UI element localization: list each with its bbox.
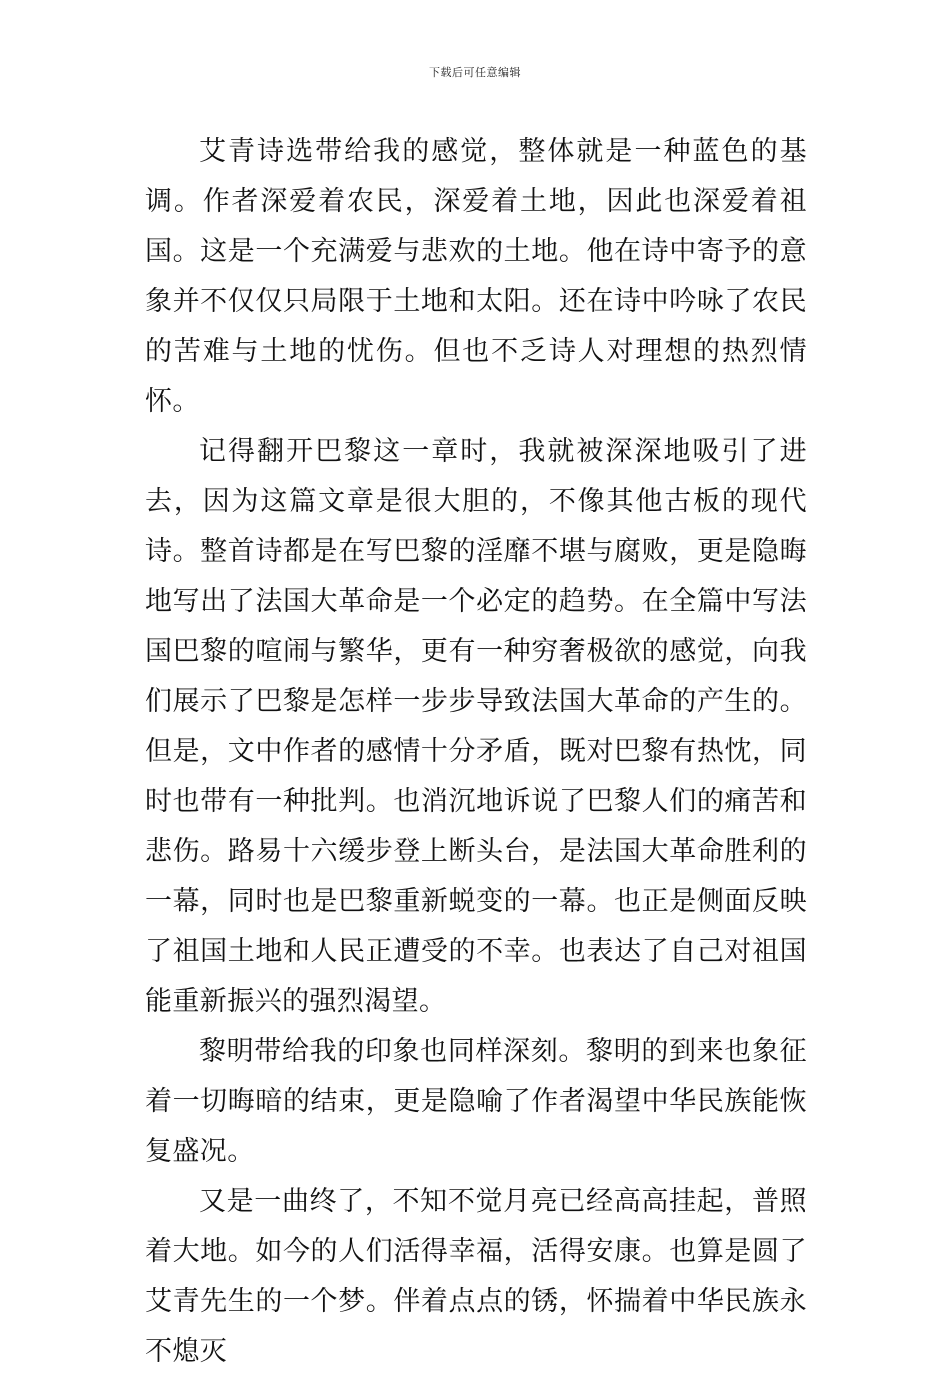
document-body [145, 127, 807, 1377]
page-header: 下载后可任意编辑 [429, 66, 521, 79]
paragraph-2: 记得翻开巴黎这一章时，我就被深深地吸引了进去，因为这篇文章是很大胆的，不像其他古板的现代诗。整首诗都是在写巴黎的淫靡不堪与腐败，更是隐晦地写出了法国大革命是一个必定的趋势。在全篇中写法国巴黎的喧闹与繁华，更有一种穷奢极欲的感觉，向我们展示了巴黎是怎样一步步导致法国大革命的产生的。但是，文中作者的感情十分矛盾，既对巴黎有热忱，同时也带有一种批判。也消沉地诉说了巴黎人们的痛苦和悲伤。路易十六缓步登上断头台，是法国大革命胜利的一幕，同时也是巴黎重新蜕变的一幕。也正是侧面反映了祖国土地和人民正遭受的不幸。也表达了自己对祖国能重新振兴的强烈渴望。 [145, 436, 807, 1017]
paragraph-3: 黎明带给我的印象也同样深刻。黎明的到来也象征着一切晦暗的结束，更是隐喻了作者渴望中华民族能恢复盛况。 [145, 1036, 807, 1167]
paragraph-4: 又是一曲终了，不知不觉月亮已经高高挂起，普照着大地。如今的人们活得幸福，活得安康。也算是圆了艾青先生的一个梦。伴着点点的锈，怀揣着中华民族永不熄灭 [145, 1186, 807, 1367]
paragraph-1: 艾青诗选带给我的感觉，整体就是一种蓝色的基调。作者深爱着农民，深爱着土地，因此也深爱着祖国。这是一个充满爱与悲欢的土地。他在诗中寄予的意象并不仅仅只局限于土地和太阳。还在诗中吟咏了农民的苦难与土地的忧伤。但也不乏诗人对理想的热烈情怀。 [145, 136, 807, 417]
